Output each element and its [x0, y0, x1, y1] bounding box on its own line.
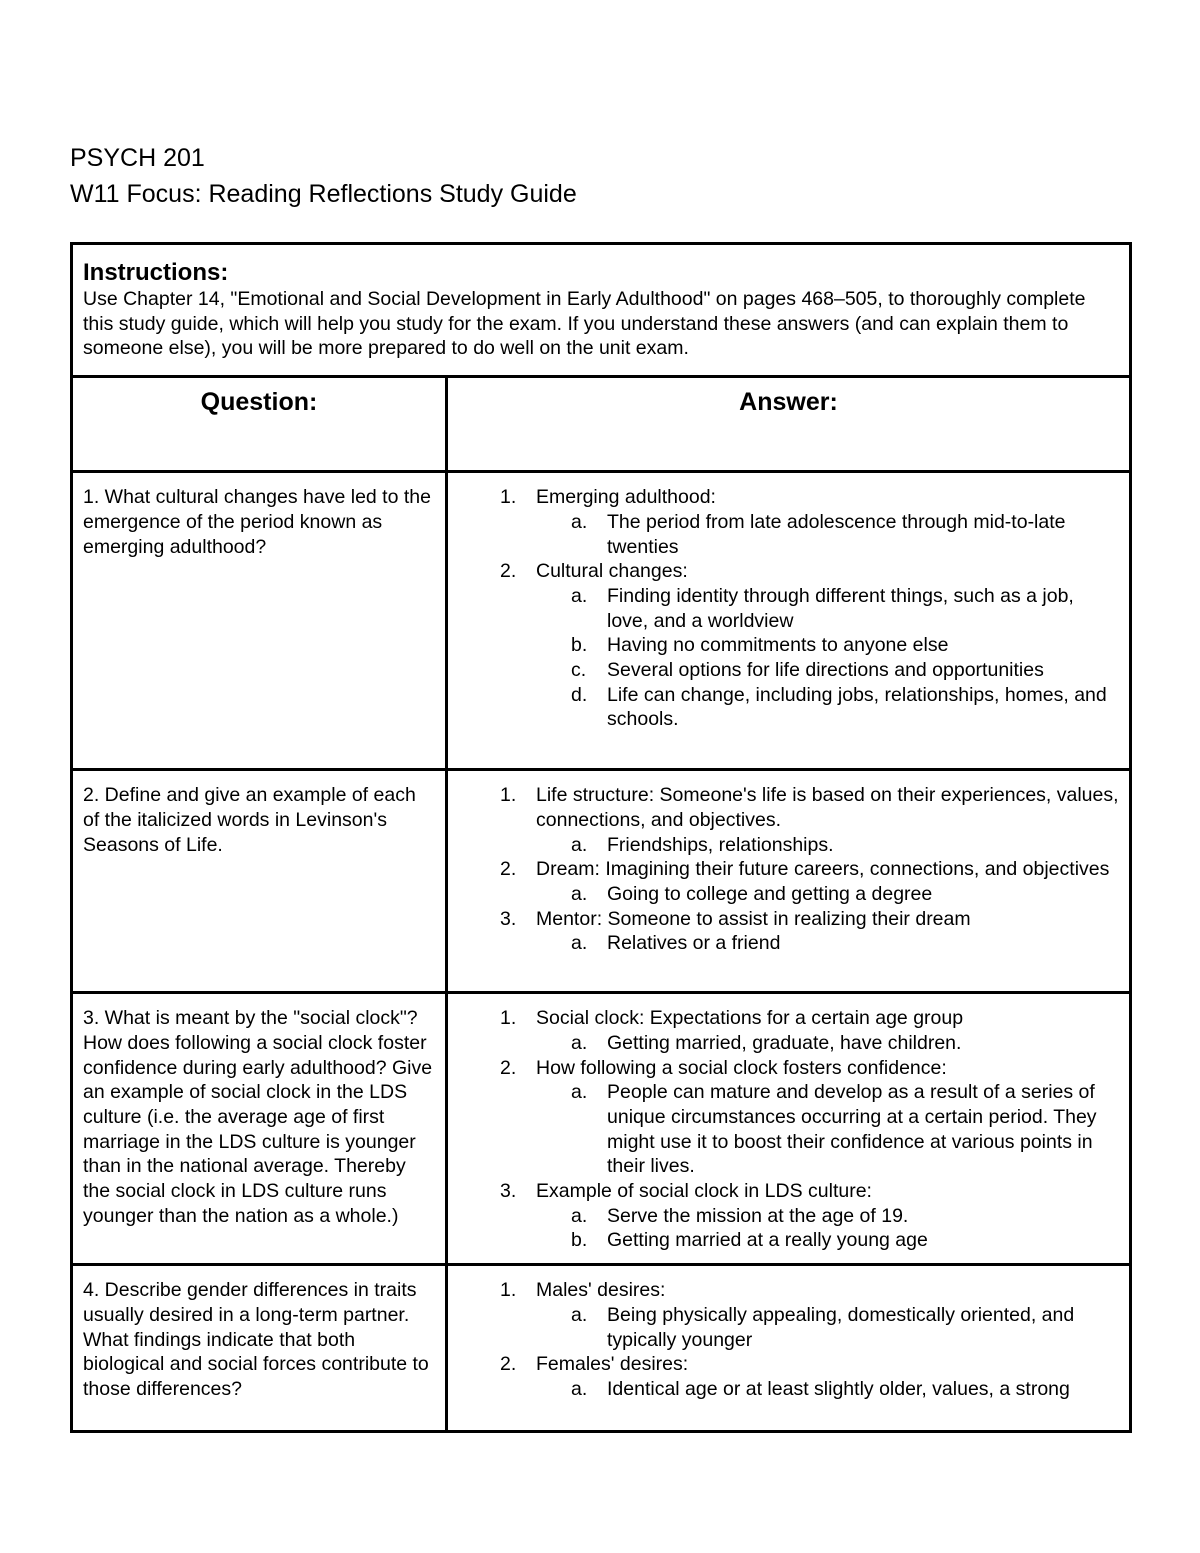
answer-subitem: Getting married, graduate, have children.	[607, 1031, 962, 1054]
answer-sublist	[536, 1080, 1119, 1179]
answer-text: Cultural changes:	[536, 560, 688, 583]
answer-subitem: Serve the mission at the age of 19.	[607, 1204, 909, 1227]
answer-list	[458, 783, 1119, 956]
answer-cell	[447, 1265, 1131, 1432]
answer-column-header: Answer:	[447, 377, 1131, 472]
answer-cell	[447, 993, 1131, 1265]
answer-item	[500, 1352, 1119, 1401]
answer-text: Life structure: Someone's life is based on their experiences, values, connections, and objectives.	[536, 784, 1119, 831]
answer-sublist	[536, 1377, 1119, 1402]
instructions-row	[72, 244, 1131, 377]
answer-item	[500, 1179, 1119, 1253]
answer-item	[500, 783, 1119, 857]
answer-sublist	[536, 1031, 1119, 1056]
question-cell: 3. What is meant by the "social clock"? How does following a social clock foster confidence during early adulthood? Give an example of social clock in the LDS culture (i.e. the average age of first marriage in the LDS culture is younger than in the national average. Thereby the social clock in LDS culture runs younger than the nation as a whole.)	[72, 993, 447, 1265]
answer-sublist	[536, 931, 1119, 956]
question-cell: 4. Describe gender differences in traits usually desired in a long-term partner. What findings indicate that both biological and social forces contribute to those differences?	[72, 1265, 447, 1432]
answer-subitem: People can mature and develop as a result of a series of unique circumstances occurring at a certain period. They might use it to boost their confidence at various points in their lives.	[607, 1081, 1097, 1178]
answer-text: Social clock: Expectations for a certain age group	[536, 1007, 964, 1030]
question-cell: 1. What cultural changes have led to the emergence of the period known as emerging adulthood?	[72, 472, 447, 770]
answer-text: Dream: Imagining their future careers, connections, and objectives	[536, 858, 1110, 881]
study-guide-table	[70, 242, 1132, 1433]
answer-subitem: Having no commitments to anyone else	[607, 634, 949, 657]
answer-subitem: Life can change, including jobs, relationships, homes, and schools.	[607, 683, 1107, 731]
answer-list	[458, 1006, 1119, 1253]
answer-sublist	[536, 882, 1119, 907]
question-cell: 2. Define and give an example of each of the italicized words in Levinson's Seasons of Life.	[72, 770, 447, 993]
answer-cell	[447, 472, 1131, 770]
instructions-cell	[72, 244, 1131, 377]
table-row	[72, 993, 1131, 1265]
column-header-row	[72, 377, 1131, 472]
answer-list	[458, 485, 1119, 732]
answer-subitem: Finding identity through different things, such as a job, love, and a worldview	[607, 584, 1074, 632]
answer-cell	[447, 770, 1131, 993]
instructions-label: Instructions:	[83, 259, 229, 286]
answer-sublist	[536, 833, 1119, 858]
answer-sublist	[536, 510, 1119, 559]
course-code: PSYCH 201	[70, 144, 205, 172]
answer-item	[500, 559, 1119, 732]
answer-subitem: Identical age or at least slightly older, values, a strong	[607, 1377, 1070, 1400]
answer-text: Emerging adulthood:	[536, 486, 716, 509]
answer-item	[500, 857, 1119, 906]
page-title: W11 Focus: Reading Reflections Study Guide	[70, 180, 577, 208]
question-column-header: Question:	[72, 377, 447, 472]
table-row	[72, 1265, 1131, 1432]
answer-item	[500, 1056, 1119, 1180]
answer-item	[500, 1006, 1119, 1055]
answer-subitem: Friendships, relationships.	[607, 833, 834, 856]
answer-list	[458, 1278, 1119, 1402]
answer-text: How following a social clock fosters confidence:	[536, 1056, 947, 1079]
answer-sublist	[536, 584, 1119, 732]
answer-subitem: Being physically appealing, domestically oriented, and typically younger	[607, 1303, 1075, 1351]
answer-subitem: Going to college and getting a degree	[607, 882, 933, 905]
answer-text: Females' desires:	[536, 1353, 689, 1376]
answer-sublist	[536, 1303, 1119, 1352]
answer-item	[500, 485, 1119, 559]
answer-text: Example of social clock in LDS culture:	[536, 1180, 872, 1203]
answer-text: Mentor: Someone to assist in realizing their dream	[536, 907, 971, 930]
answer-subitem: Getting married at a really young age	[607, 1229, 928, 1252]
answer-subitem: The period from late adolescence through mid-to-late twenties	[607, 510, 1066, 558]
answer-subitem: Several options for life directions and opportunities	[607, 659, 1044, 682]
table-row	[72, 770, 1131, 993]
answer-text: Males' desires:	[536, 1279, 666, 1302]
answer-item	[500, 1278, 1119, 1352]
answer-item	[500, 907, 1119, 956]
answer-subitem: Relatives or a friend	[607, 932, 781, 955]
answer-sublist	[536, 1204, 1119, 1253]
instructions-text: Use Chapter 14, "Emotional and Social Development in Early Adulthood" on pages 468–505, to thoroughly complete this study guide, which will help you study for the exam. If you understand these answers (and can explain them to someone else), you will be more prepared to do well on the unit exam.	[83, 288, 1086, 360]
table-row	[72, 472, 1131, 770]
